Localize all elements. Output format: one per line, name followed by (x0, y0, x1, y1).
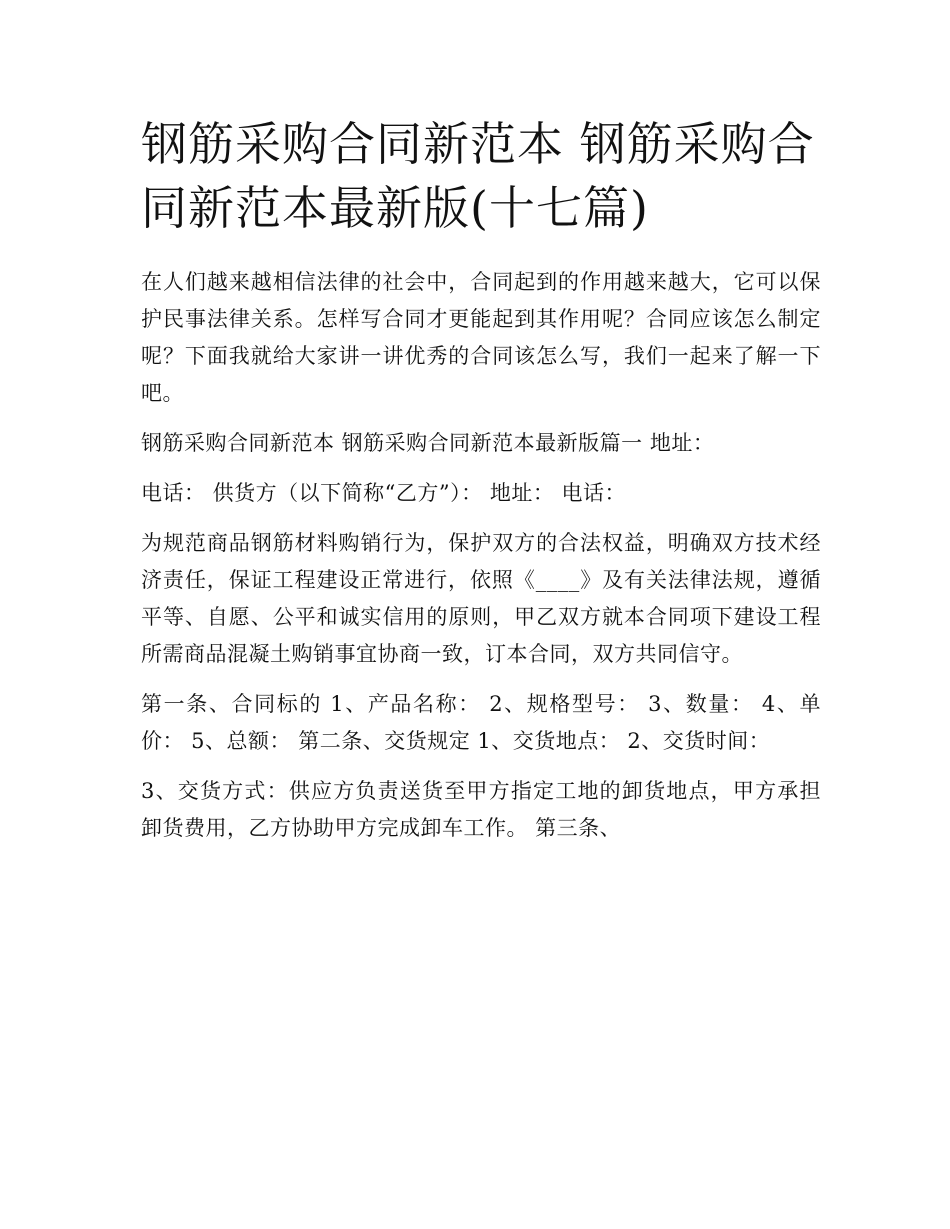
document-title: 钢筋采购合同新范本 钢筋采购合同新范本最新版(十七篇) (141, 117, 815, 235)
document-page (141, 112, 821, 860)
paragraph-section-heading: 钢筋采购合同新范本 钢筋采购合同新范本最新版篇一 地址： (141, 431, 715, 455)
paragraph-intro: 在人们越来越相信法律的社会中，合同起到的作用越来越大，它可以保护民事法律关系。怎样写合同才更能起到其作用呢？合同应该怎么制定呢？下面我就给大家讲一讲优秀的合同该怎么写，我们一起来了解一下吧。 (141, 270, 821, 405)
paragraph-article-one: 第一条、合同标的 1、产品名称： 2、规格型号： 3、数量： 4、单价： 5、总额： 第二条、交货规定 1、交货地点： 2、交货时间： (141, 692, 821, 753)
paragraph-contact-line: 电话： 供货方（以下简称“乙方”）： 地址： 电话： (141, 481, 626, 505)
paragraph-delivery-method: 3、交货方式：供应方负责送货至甲方指定工地的卸货地点，甲方承担卸货费用，乙方协助甲方完成卸车工作。 第三条、 (141, 779, 821, 840)
paragraph-preamble: 为规范商品钢筋材料购销行为，保护双方的合法权益，明确双方技术经济责任，保证工程建设正常进行，依照《____》及有关法律法规，遵循平等、自愿、公平和诚实信用的原则，甲乙双方就本合同项下建设工程所需商品混凝土购销事宜协商一致，订本合同，双方共同信守。 (141, 531, 821, 666)
